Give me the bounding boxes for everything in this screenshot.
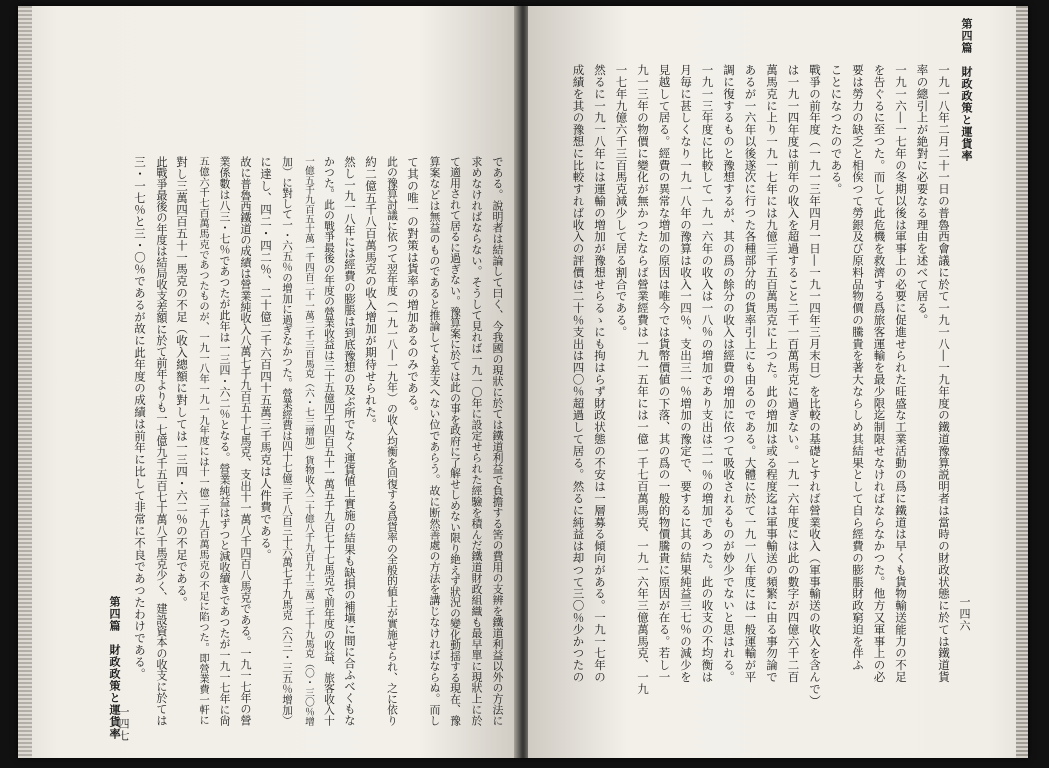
text-line: 一九一八年二月二十一日の普魯西會議に於て一九一八―一九年度の鐵道豫算説明者は當時の財政状態に於ては鐵道貨 — [937, 64, 951, 683]
text-line: あるが一六年以後遂次に行つた各種部分的の貨率引上にも由るのである。大體に於て一九一八年度には一般運輸が平 — [743, 64, 758, 683]
text-line: は一九一四年度は前年の收入を超過すること二千一百萬馬克に過ぎない。一九一六年度には此の數字が四億六千二百 — [786, 64, 801, 683]
text-line: 約二億五千八百萬馬克の收入增加が期待せられた。 — [364, 156, 378, 430]
right-page-edge — [1016, 6, 1028, 758]
right-running-head: 第四篇 財政政策と運貨率 — [960, 18, 973, 162]
text-line: 成績を其の豫想に比較すれば收入の評價は二十％支出は四〇％超過して居る。然るに純益は却つて三〇％少かつたの — [571, 64, 586, 683]
text-line: て適用されて居るに過ぎない。豫算案に於ては此の事を政府に了解せしめない限り絶えず狀況の變化動揺する現在、豫 — [449, 156, 462, 726]
text-line: 加）に對して一・六五％の增加に過ぎなかつた。營業經費は四十七億三千八百三十六萬七千九馬克（六三・三五％增加） — [281, 156, 293, 726]
text-line: 然し一九一八年には經費の膨脹は到底豫想の及ぶ所でなく運貨値上實施の結果も缺損の補塡に間に合ふべくもな — [343, 156, 357, 726]
text-line: 九一三年の物價に變化が無かつたならば營業經費は一九一五年には一億一千七百萬馬克、一九一六年三億萬馬克、一九 — [636, 64, 650, 695]
text-line: である。說明者は結論して曰く、今我國の現狀に於ては鐵道利益で負擔する筈の費用の支辨を鐵道利益以外の方法に — [491, 156, 504, 726]
text-line: 然るに一九一八年には運輸の増加が豫想せらるゝにも拘はらず財政状態の不安は一層募る傾向がある。一九一七年の — [593, 64, 607, 683]
text-line: 故に普魯西鐵道の成績は營業純收入八萬七千九百五十七馬克、支出十一萬八千四百八馬克である。一九一七年の營 — [239, 156, 252, 726]
text-line: 五億六千七百萬馬克であつたものが、一九一八年一九一九年度には十一億二千九百萬馬克の不足に陷つた。即營業費一軒に — [197, 156, 209, 726]
text-line: 要は勞力の缺乏と相俟つて勞銀及び原料品物價の騰貴を著大ならしめ其結果として自ら經費の膨脹財政窮迫を伴ふ — [851, 64, 865, 671]
text-line: 業係數は八三・七％であつたが此年は一三四・六二％となる。營業純益はずつと減收續きであつたが一九一七年に尙 — [218, 156, 231, 726]
left-page-number: 一四七 — [117, 706, 130, 742]
left-running-head: 第四篇 財政政策と運貨率 — [108, 596, 121, 740]
text-line: 對し三萬四百五十一馬克の不足（收入總額に對しては一三四・六二％の不足である。 — [175, 156, 189, 609]
text-line: て其の唯一の對策は貨率の増加あるのみである。 — [406, 156, 420, 418]
text-line: 調に復するものと豫想するが、其の爲の餘分の收入は經費の増加に依つて吸收されるものが妙少でないと思はれる。 — [722, 64, 736, 683]
text-line: 率の總引上が絶對に必要なる理由を述べて居る。 — [915, 64, 930, 326]
text-line: 萬馬克に上り一九一七年には九億三千五百萬馬克に上つた。此の増加は或る程度迄は軍事輸送の頻繁に由る事勿論で — [765, 64, 779, 683]
right-page-number: 一四六 — [958, 596, 971, 632]
text-line: 見越して居る。經費の異常な増加の原因は唯今では貨幣價値の下落、其の爲の一般的物價騰貴に原因が在る。若し一 — [657, 64, 672, 683]
text-line: 一九一六―一七年の冬期以後は軍事上の必要に促進せられた旺盛な工業活動の爲に鐵道は早くも貨物輸送能力の不足 — [894, 64, 908, 683]
text-line: 一七年九億六千三百馬克減少して居る割合である。 — [614, 64, 629, 338]
text-line: 算案などは無益のものであると推論しても差支へない位であらう。故に断然善處の方法を講じなければならぬ。而し — [428, 156, 441, 726]
text-line: かつた。此の戰爭最後の年度の營業收益は三十五億四千四百五十一萬五千九百七十七馬克で前年度の收益、旅客收入十 — [323, 156, 336, 726]
text-line: 一億五千九百五十萬一千四百二十一萬二千三百馬克（六・七三增加）貨物收入二十億八千九百九十三萬二千十九馬克（〇・三〇％增 — [303, 156, 314, 726]
book-spread — [18, 6, 1028, 758]
text-line: 月毎に甚しくなり一九一八年の豫算は收入一四％、支出三一％増加の豫定で、要するに其の結果純益三七％の減少を — [679, 64, 693, 683]
text-line: 此戰爭最後の年度は結局收支差額に於て前年よりも一七億九千五百七十萬八千馬克少く、建設資本の收支に於ては — [155, 156, 168, 726]
left-page — [18, 6, 518, 758]
right-page — [528, 6, 1028, 758]
text-line: を告ぐるに至つた。而して此危機を救濟する爲旅客運輸を最少限迄制限せなければならなかつた。他方又軍事上の必 — [872, 64, 887, 683]
text-line: 一九一三年度に比較して一九一六年の收入は一八％の増加であり支出は二一％の増加であつた。此の收支の不均衡は — [700, 64, 715, 683]
text-line: 三・一七％と三・〇％であるが故に此年度の成績は前年に比して非常に不良であつたわけである。 — [133, 156, 147, 680]
text-line: ことになつたのである。 — [829, 64, 844, 195]
text-line: 戰爭の前年度（一九一三年四月一日―一九一四年三月末日）を比較の基礎とすれば營業收入（軍事輸送の收入を含んで） — [808, 64, 822, 707]
text-line: に達し、四二・四二％、二十億二千六百四十五萬三千馬克は人件費である。 — [259, 156, 273, 561]
left-page-edge — [18, 6, 32, 758]
text-line: 求めなければならない。そうして見れば一九一〇年に設定せられた經驗を積んだ鐵道財政組織も最早單に現狀上に於 — [470, 156, 483, 726]
text-line: 此の豫算討議に依つて翌年度（一九一八―一九年）の收入均衡を回復する爲貨率の全般的値上が實施せられ、之に依り — [386, 156, 399, 726]
